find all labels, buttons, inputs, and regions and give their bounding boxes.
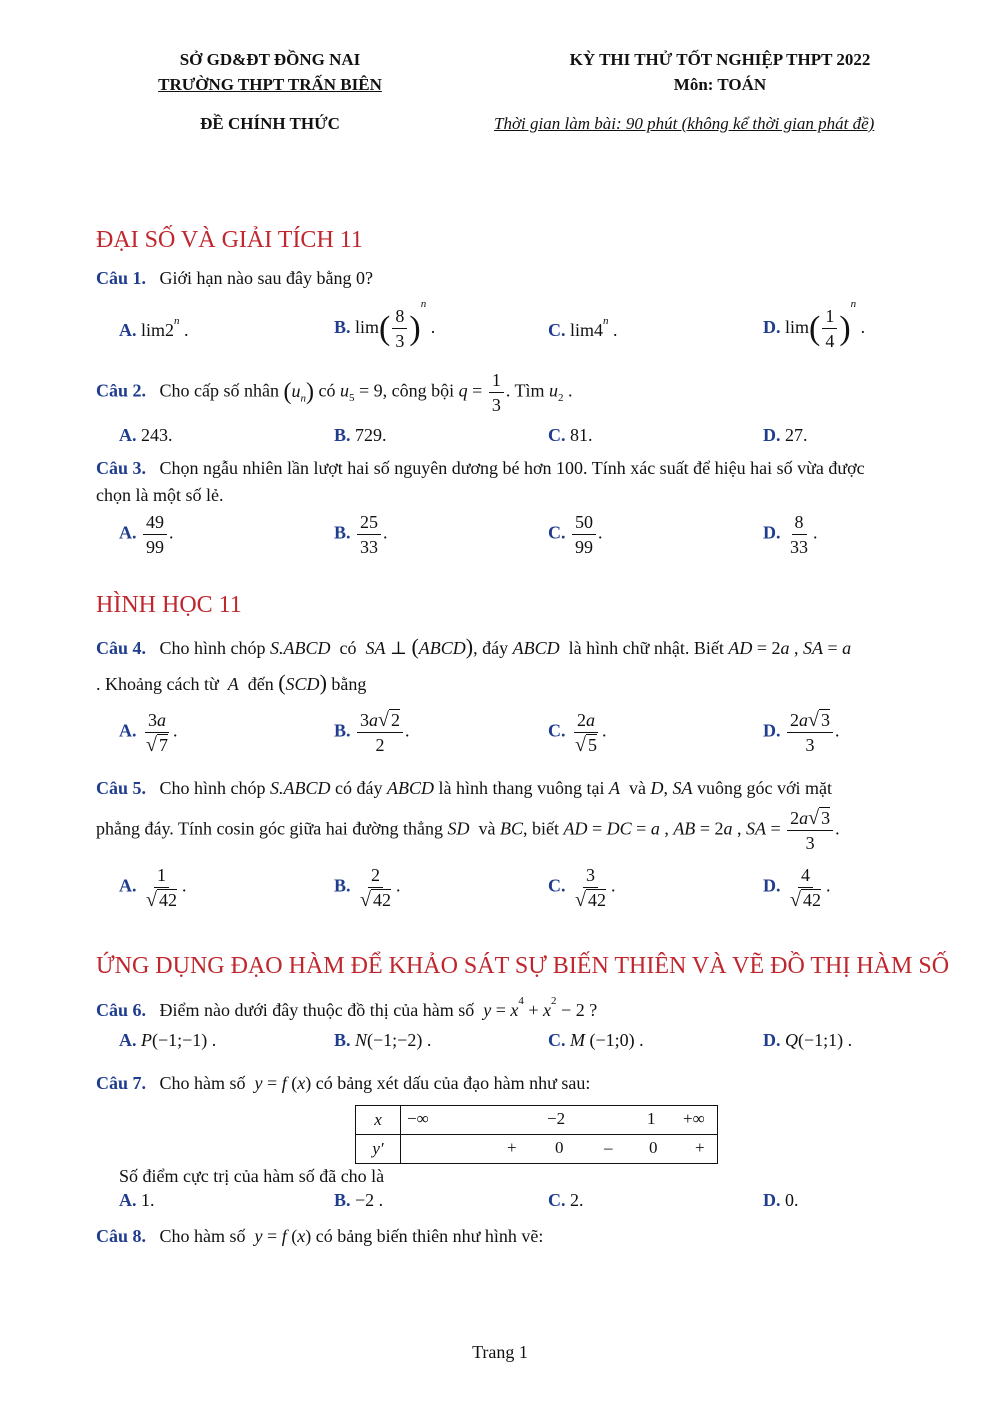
section-title-derivative: ỨNG DỤNG ĐẠO HÀM ĐỂ KHẢO SÁT SỰ BIẾN THIÊN VÀ VẼ ĐỒ THỊ HÀM SỐ <box>96 953 950 979</box>
page-number: Trang 1 <box>472 1342 528 1362</box>
question-6: Câu 6. Điểm nào dưới đây thuộc đồ thị của hàm số $y = x^4 + x^2 - 2$ ? <box>96 995 598 1020</box>
q7-option-c[interactable]: C. 2. <box>548 1190 584 1210</box>
x-value-1: 1 <box>647 1109 656 1128</box>
q3-option-b[interactable]: B. $\frac{25}{33}$ . <box>334 512 388 557</box>
q1-option-d[interactable]: D. lim( $\frac{1}{4}$ )$^n$ . <box>763 298 866 352</box>
exam-title: KỲ THI THỬ TỐT NGHIỆP THPT 2022 <box>569 50 871 69</box>
question-3-cont: chọn là một số lẻ. <box>96 485 224 505</box>
x-value-neg-inf: −∞ <box>407 1109 429 1128</box>
sign-table-x-label: x <box>374 1110 382 1129</box>
q7-option-d[interactable]: D. 0. <box>763 1190 799 1210</box>
q2-option-c[interactable]: C. 81. <box>548 425 593 445</box>
question-5: Câu 5. Cho hình chóp S.ABCD có đáy ABCD là hình thang vuông tại A và D, SA vuông góc với mặt <box>96 778 832 798</box>
q3-option-d[interactable]: D. $\frac{8}{33}$ . <box>763 512 818 557</box>
q1-option-c[interactable]: C. lim4$^n$ . <box>548 315 618 340</box>
q1-option-b[interactable]: B. lim( $\frac{8}{3}$ )$^n$ . <box>334 298 436 352</box>
q6-option-b[interactable]: B. N(−1;−2) . <box>334 1030 432 1050</box>
question-3: Câu 3. Chọn ngẫu nhiên lần lượt hai số nguyên dương bé hơn 100. Tính xác suất để hiệu hai số vừa được <box>96 458 865 478</box>
question-8: Câu 8. Cho hàm số y = f (x) có bảng biến thiên như hình vẽ: <box>96 1226 544 1246</box>
q3-option-c[interactable]: C. $\frac{50}{99}$ . <box>548 512 603 557</box>
q6-option-c[interactable]: C. M (−1;0) . <box>548 1030 644 1050</box>
x-value-pos-inf: +∞ <box>683 1109 705 1128</box>
question-7: Câu 7. Cho hàm số y = f (x) có bảng xét dấu của đạo hàm như sau: <box>96 1073 591 1093</box>
school-name: TRƯỜNG THPT TRẤN BIÊN <box>158 75 382 94</box>
section-title-algebra: ĐẠI SỐ VÀ GIẢI TÍCH 11 <box>96 227 363 253</box>
q6-option-a[interactable]: A. P(−1;−1) . <box>119 1030 217 1050</box>
question-7-cont: Số điểm cực trị của hàm số đã cho là <box>119 1166 385 1186</box>
q7-option-b[interactable]: B. −2 . <box>334 1190 384 1210</box>
question-4-cont: . Khoảng cách từ A đến (SCD) bằng <box>96 670 367 695</box>
q3-option-a[interactable]: A. $\frac{49}{99}$ . <box>119 512 174 557</box>
q4-option-b[interactable]: B. $\frac{3a√ 2}{2}$ . <box>334 709 410 755</box>
department-name: SỞ GD&ĐT ĐỒNG NAI <box>179 50 361 69</box>
question-4: Câu 4. Cho hình chóp S.ABCD có SA ⊥ (ABCD), đáy ABCD là hình chữ nhật. Biết AD = 2a , SA = a <box>96 634 852 659</box>
x-value-neg-2: −2 <box>547 1109 566 1128</box>
sign-plus: + <box>695 1138 705 1157</box>
q1-option-a[interactable]: A. lim2$^n$ . <box>119 315 189 340</box>
q2-option-d[interactable]: D. 27. <box>763 425 808 445</box>
q2-option-b[interactable]: B. 729. <box>334 425 387 445</box>
question-2: Câu 2. Cho cấp số nhân $(u_n)$ có $u_5 = 9$, công bội q = $\frac{1}{3}$ . Tìm $u_2$ . <box>96 370 573 415</box>
sign-zero: 0 <box>649 1138 658 1157</box>
sign-minus: – <box>604 1138 613 1157</box>
q7-option-a[interactable]: A. 1. <box>119 1190 155 1210</box>
sign-plus: + <box>507 1138 517 1157</box>
q5-option-d[interactable]: D. $\frac{4}{√ 42}$ . <box>763 865 831 911</box>
q4-option-c[interactable]: C. $\frac{2a}{√ 5}$ . <box>548 710 607 756</box>
q4-option-d[interactable]: D. $\frac{2a√ 3}{3}$ . <box>763 709 840 755</box>
q4-option-a[interactable]: A. $\frac{3a}{√ 7}$ . <box>119 710 178 756</box>
question-label: Câu 1. <box>96 268 147 288</box>
sign-table <box>355 1105 718 1164</box>
official-label: ĐỀ CHÍNH THỨC <box>200 114 340 133</box>
sign-table-y-label: y′ <box>372 1139 384 1158</box>
section-title-geometry: HÌNH HỌC 11 <box>96 592 242 618</box>
q5-option-c[interactable]: C. $\frac{3}{√ 42}$ . <box>548 865 616 911</box>
question-1 <box>96 268 373 289</box>
q5-option-b[interactable]: B. $\frac{2}{√ 42}$ . <box>334 865 401 911</box>
sign-zero: 0 <box>555 1138 564 1157</box>
question-text: Giới hạn nào sau đây bằng 0? <box>159 268 373 288</box>
q5-option-a[interactable]: A. $\frac{1}{√ 42}$ . <box>119 865 187 911</box>
q2-option-a[interactable]: A. 243. <box>119 425 173 445</box>
question-5-cont: phẳng đáy. Tính cosin góc giữa hai đường thẳng SD và BC, biết AD = DC = a , AB = 2a , SA = $\frac{2a√ 3}{3}$ . <box>96 807 840 853</box>
q6-option-d[interactable]: D. Q(−1;1) . <box>763 1030 853 1050</box>
exam-duration: Thời gian làm bài: 90 phút (không kể thời gian phát đề) <box>494 114 875 133</box>
subject-label: Môn: TOÁN <box>673 75 767 94</box>
